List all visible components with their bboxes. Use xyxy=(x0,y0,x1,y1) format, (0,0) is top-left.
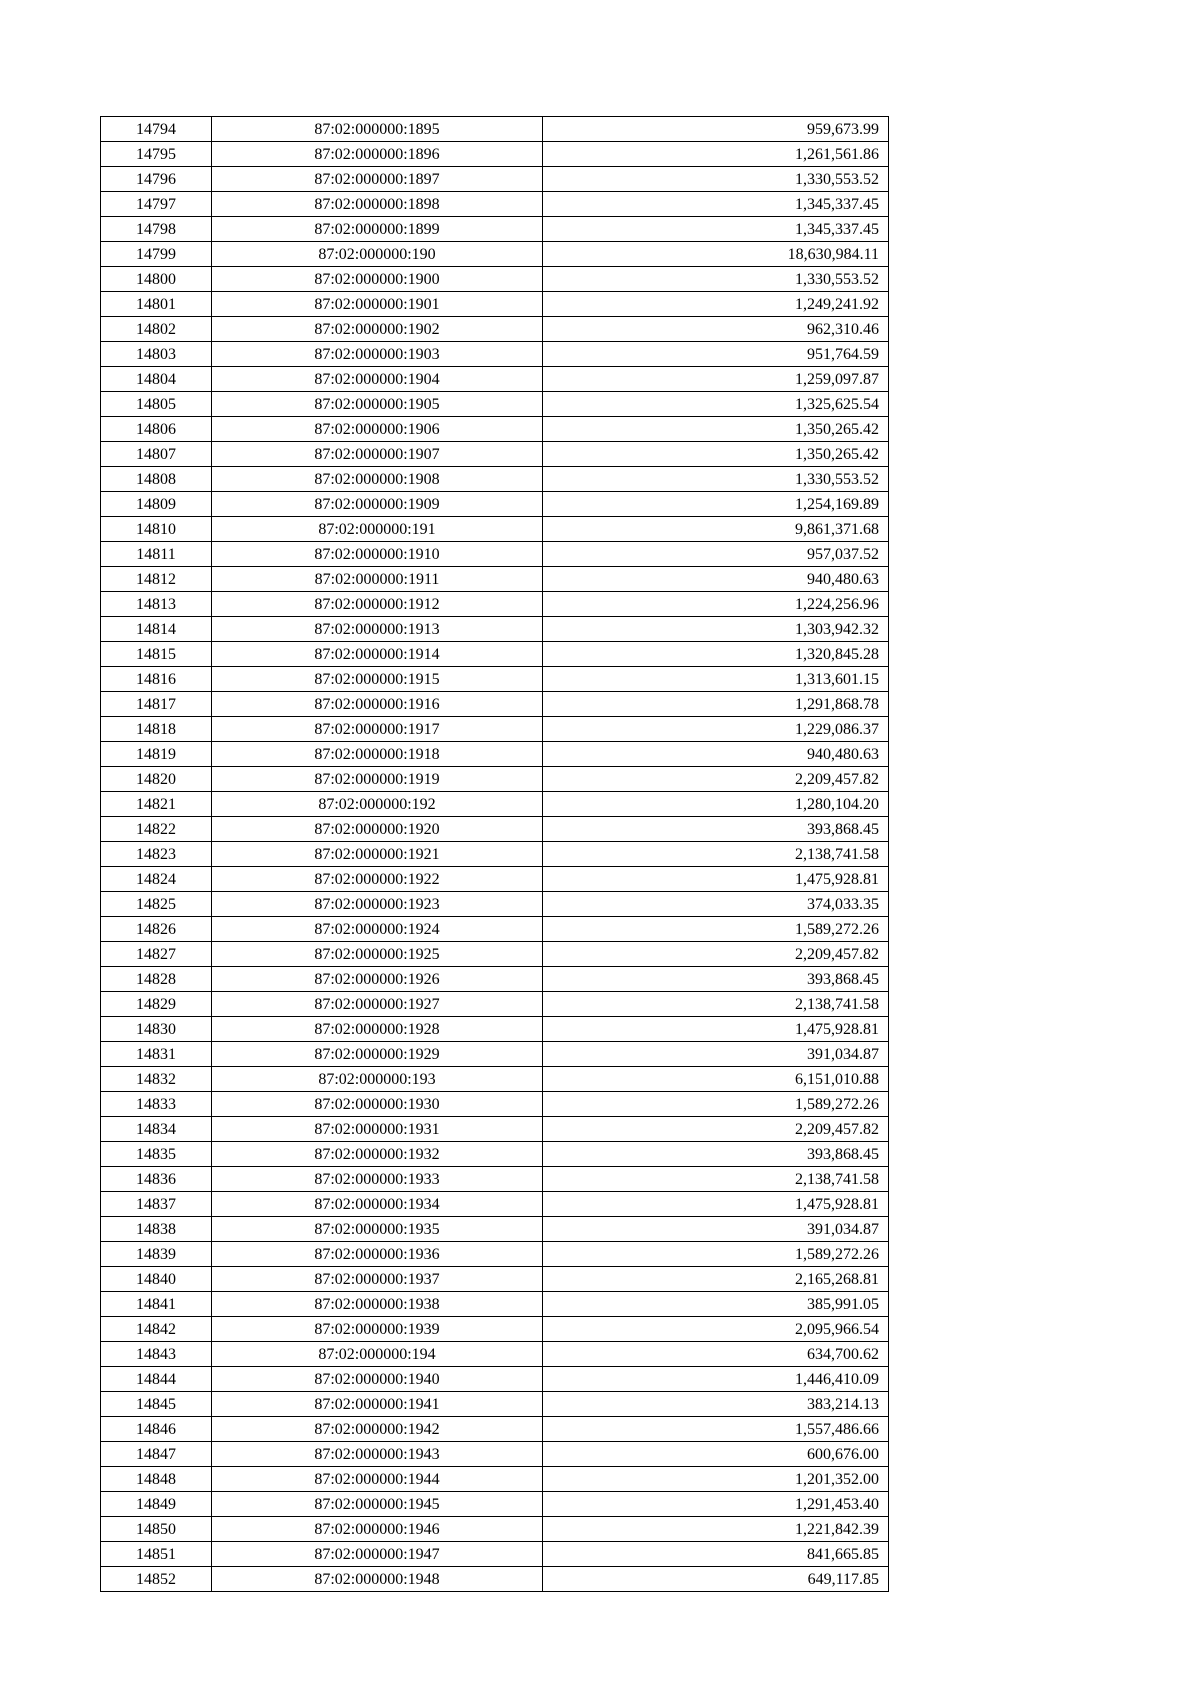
cadastral-value-cell: 1,249,241.92 xyxy=(543,292,889,317)
cadastral-number-cell: 87:02:000000:1931 xyxy=(212,1117,543,1142)
row-number-cell: 14844 xyxy=(101,1367,212,1392)
table-row xyxy=(101,1417,889,1442)
row-number-cell: 14843 xyxy=(101,1342,212,1367)
cadastral-value-cell: 1,350,265.42 xyxy=(543,442,889,467)
cadastral-value-cell: 940,480.63 xyxy=(543,567,889,592)
row-number-cell: 14806 xyxy=(101,417,212,442)
cadastral-value-cell: 940,480.63 xyxy=(543,742,889,767)
cadastral-number-cell: 87:02:000000:1909 xyxy=(212,492,543,517)
table-row xyxy=(101,1042,889,1067)
table-row xyxy=(101,1367,889,1392)
cadastral-value-cell: 18,630,984.11 xyxy=(543,242,889,267)
cadastral-value-cell: 1,589,272.26 xyxy=(543,917,889,942)
table-row xyxy=(101,1442,889,1467)
cadastral-number-cell: 87:02:000000:192 xyxy=(212,792,543,817)
row-number-cell: 14819 xyxy=(101,742,212,767)
cadastral-number-cell: 87:02:000000:1925 xyxy=(212,942,543,967)
cadastral-number-cell: 87:02:000000:1903 xyxy=(212,342,543,367)
row-number-cell: 14799 xyxy=(101,242,212,267)
row-number-cell: 14828 xyxy=(101,967,212,992)
table-row xyxy=(101,1467,889,1492)
cadastral-number-cell: 87:02:000000:1930 xyxy=(212,1092,543,1117)
cadastral-number-cell: 87:02:000000:1946 xyxy=(212,1517,543,1542)
table-row xyxy=(101,542,889,567)
cadastral-value-cell: 1,330,553.52 xyxy=(543,467,889,492)
row-number-cell: 14823 xyxy=(101,842,212,867)
cadastral-number-cell: 87:02:000000:194 xyxy=(212,1342,543,1367)
row-number-cell: 14846 xyxy=(101,1417,212,1442)
table-row xyxy=(101,742,889,767)
cadastral-value-cell: 1,221,842.39 xyxy=(543,1517,889,1542)
cadastral-number-cell: 87:02:000000:1902 xyxy=(212,317,543,342)
cadastral-value-cell: 959,673.99 xyxy=(543,117,889,142)
cadastral-number-cell: 87:02:000000:1924 xyxy=(212,917,543,942)
table-row xyxy=(101,192,889,217)
row-number-cell: 14829 xyxy=(101,992,212,1017)
table-row xyxy=(101,1317,889,1342)
table-row xyxy=(101,642,889,667)
cadastral-value-cell: 2,138,741.58 xyxy=(543,1167,889,1192)
cadastral-value-cell: 2,209,457.82 xyxy=(543,767,889,792)
cadastral-value-cell: 9,861,371.68 xyxy=(543,517,889,542)
cadastral-number-cell: 87:02:000000:1926 xyxy=(212,967,543,992)
table-row xyxy=(101,692,889,717)
table-row xyxy=(101,817,889,842)
table-row xyxy=(101,1192,889,1217)
cadastral-number-cell: 87:02:000000:1921 xyxy=(212,842,543,867)
cadastral-value-cell: 1,446,410.09 xyxy=(543,1367,889,1392)
table-row xyxy=(101,892,889,917)
cadastral-value-cell: 962,310.46 xyxy=(543,317,889,342)
row-number-cell: 14817 xyxy=(101,692,212,717)
row-number-cell: 14795 xyxy=(101,142,212,167)
cadastral-number-cell: 87:02:000000:1917 xyxy=(212,717,543,742)
table-row xyxy=(101,867,889,892)
cadastral-number-cell: 87:02:000000:1905 xyxy=(212,392,543,417)
row-number-cell: 14832 xyxy=(101,1067,212,1092)
table-row xyxy=(101,1017,889,1042)
cadastral-value-cell: 957,037.52 xyxy=(543,542,889,567)
cadastral-number-cell: 87:02:000000:1915 xyxy=(212,667,543,692)
cadastral-value-cell: 1,201,352.00 xyxy=(543,1467,889,1492)
cadastral-value-cell: 1,330,553.52 xyxy=(543,267,889,292)
row-number-cell: 14796 xyxy=(101,167,212,192)
row-number-cell: 14822 xyxy=(101,817,212,842)
cadastral-number-cell: 87:02:000000:1896 xyxy=(212,142,543,167)
table-row xyxy=(101,717,889,742)
table-body xyxy=(101,117,889,1592)
cadastral-value-cell: 1,557,486.66 xyxy=(543,1417,889,1442)
row-number-cell: 14808 xyxy=(101,467,212,492)
row-number-cell: 14811 xyxy=(101,542,212,567)
cadastral-value-cell: 649,117.85 xyxy=(543,1567,889,1592)
row-number-cell: 14804 xyxy=(101,367,212,392)
cadastral-number-cell: 87:02:000000:1947 xyxy=(212,1542,543,1567)
table-row xyxy=(101,367,889,392)
row-number-cell: 14841 xyxy=(101,1292,212,1317)
row-number-cell: 14798 xyxy=(101,217,212,242)
row-number-cell: 14847 xyxy=(101,1442,212,1467)
cadastral-value-cell: 841,665.85 xyxy=(543,1542,889,1567)
cadastral-number-cell: 87:02:000000:1922 xyxy=(212,867,543,892)
cadastral-value-cell: 383,214.13 xyxy=(543,1392,889,1417)
row-number-cell: 14809 xyxy=(101,492,212,517)
table-row xyxy=(101,117,889,142)
table-row xyxy=(101,667,889,692)
cadastral-number-cell: 87:02:000000:1932 xyxy=(212,1142,543,1167)
row-number-cell: 14803 xyxy=(101,342,212,367)
cadastral-number-cell: 87:02:000000:1914 xyxy=(212,642,543,667)
table-row xyxy=(101,592,889,617)
cadastral-value-cell: 393,868.45 xyxy=(543,967,889,992)
table-row xyxy=(101,217,889,242)
cadastral-value-cell: 393,868.45 xyxy=(543,1142,889,1167)
cadastral-value-cell: 391,034.87 xyxy=(543,1042,889,1067)
cadastral-number-cell: 87:02:000000:1919 xyxy=(212,767,543,792)
cadastral-value-cell: 1,280,104.20 xyxy=(543,792,889,817)
row-number-cell: 14818 xyxy=(101,717,212,742)
row-number-cell: 14835 xyxy=(101,1142,212,1167)
row-number-cell: 14834 xyxy=(101,1117,212,1142)
cadastral-value-cell: 2,095,966.54 xyxy=(543,1317,889,1342)
cadastral-value-cell: 1,259,097.87 xyxy=(543,367,889,392)
cadastral-value-cell: 634,700.62 xyxy=(543,1342,889,1367)
cadastral-value-cell: 374,033.35 xyxy=(543,892,889,917)
cadastral-value-cell: 951,764.59 xyxy=(543,342,889,367)
table-row xyxy=(101,167,889,192)
cadastral-value-cell: 1,254,169.89 xyxy=(543,492,889,517)
table-row xyxy=(101,1142,889,1167)
table-row xyxy=(101,317,889,342)
row-number-cell: 14815 xyxy=(101,642,212,667)
cadastral-number-cell: 87:02:000000:1898 xyxy=(212,192,543,217)
cadastral-number-cell: 87:02:000000:1936 xyxy=(212,1242,543,1267)
row-number-cell: 14800 xyxy=(101,267,212,292)
cadastral-value-cell: 1,475,928.81 xyxy=(543,1017,889,1042)
row-number-cell: 14794 xyxy=(101,117,212,142)
table-row xyxy=(101,942,889,967)
table-row xyxy=(101,917,889,942)
row-number-cell: 14836 xyxy=(101,1167,212,1192)
cadastral-value-cell: 1,345,337.45 xyxy=(543,217,889,242)
row-number-cell: 14813 xyxy=(101,592,212,617)
cadastral-value-cell: 393,868.45 xyxy=(543,817,889,842)
cadastral-number-cell: 87:02:000000:1928 xyxy=(212,1017,543,1042)
row-number-cell: 14840 xyxy=(101,1267,212,1292)
cadastral-number-cell: 87:02:000000:1941 xyxy=(212,1392,543,1417)
row-number-cell: 14831 xyxy=(101,1042,212,1067)
cadastral-number-cell: 87:02:000000:1923 xyxy=(212,892,543,917)
cadastral-value-cell: 1,320,845.28 xyxy=(543,642,889,667)
row-number-cell: 14826 xyxy=(101,917,212,942)
cadastral-value-cell: 1,345,337.45 xyxy=(543,192,889,217)
cadastral-number-cell: 87:02:000000:1895 xyxy=(212,117,543,142)
cadastral-value-cell: 1,589,272.26 xyxy=(543,1092,889,1117)
cadastral-value-cell: 1,261,561.86 xyxy=(543,142,889,167)
cadastral-number-cell: 87:02:000000:1920 xyxy=(212,817,543,842)
cadastral-value-cell: 6,151,010.88 xyxy=(543,1067,889,1092)
cadastral-number-cell: 87:02:000000:1939 xyxy=(212,1317,543,1342)
cadastral-number-cell: 87:02:000000:1938 xyxy=(212,1292,543,1317)
cadastral-number-cell: 87:02:000000:1904 xyxy=(212,367,543,392)
cadastral-number-cell: 87:02:000000:1943 xyxy=(212,1442,543,1467)
cadastral-value-cell: 1,475,928.81 xyxy=(543,1192,889,1217)
cadastral-number-cell: 87:02:000000:1900 xyxy=(212,267,543,292)
cadastral-number-cell: 87:02:000000:193 xyxy=(212,1067,543,1092)
cadastral-number-cell: 87:02:000000:1927 xyxy=(212,992,543,1017)
row-number-cell: 14814 xyxy=(101,617,212,642)
table-row xyxy=(101,342,889,367)
cadastral-value-cell: 1,589,272.26 xyxy=(543,1242,889,1267)
cadastral-value-cell: 391,034.87 xyxy=(543,1217,889,1242)
table-row xyxy=(101,767,889,792)
cadastral-number-cell: 87:02:000000:1899 xyxy=(212,217,543,242)
cadastral-value-cell: 2,165,268.81 xyxy=(543,1267,889,1292)
table-row xyxy=(101,417,889,442)
table-row xyxy=(101,1217,889,1242)
cadastral-number-cell: 87:02:000000:190 xyxy=(212,242,543,267)
row-number-cell: 14802 xyxy=(101,317,212,342)
cadastral-number-cell: 87:02:000000:1942 xyxy=(212,1417,543,1442)
cadastral-value-cell: 385,991.05 xyxy=(543,1292,889,1317)
cadastral-number-cell: 87:02:000000:1901 xyxy=(212,292,543,317)
row-number-cell: 14838 xyxy=(101,1217,212,1242)
cadastral-number-cell: 87:02:000000:1945 xyxy=(212,1492,543,1517)
table-row xyxy=(101,292,889,317)
row-number-cell: 14849 xyxy=(101,1492,212,1517)
cadastral-value-cell: 2,138,741.58 xyxy=(543,992,889,1017)
cadastral-value-cell: 1,303,942.32 xyxy=(543,617,889,642)
table-row xyxy=(101,1517,889,1542)
row-number-cell: 14851 xyxy=(101,1542,212,1567)
table-row xyxy=(101,1392,889,1417)
table-row xyxy=(101,1067,889,1092)
cadastral-number-cell: 87:02:000000:1934 xyxy=(212,1192,543,1217)
table-row xyxy=(101,467,889,492)
cadastral-number-cell: 87:02:000000:1911 xyxy=(212,567,543,592)
cadastral-value-cell: 600,676.00 xyxy=(543,1442,889,1467)
table-row xyxy=(101,1292,889,1317)
table-row xyxy=(101,1342,889,1367)
cadastral-value-cell: 1,224,256.96 xyxy=(543,592,889,617)
table-row xyxy=(101,1267,889,1292)
table-row xyxy=(101,1117,889,1142)
table-row xyxy=(101,617,889,642)
table-row xyxy=(101,442,889,467)
row-number-cell: 14820 xyxy=(101,767,212,792)
table-row xyxy=(101,1567,889,1592)
table-row xyxy=(101,1542,889,1567)
row-number-cell: 14852 xyxy=(101,1567,212,1592)
row-number-cell: 14825 xyxy=(101,892,212,917)
row-number-cell: 14833 xyxy=(101,1092,212,1117)
cadastral-number-cell: 87:02:000000:1907 xyxy=(212,442,543,467)
table-row xyxy=(101,392,889,417)
table-row xyxy=(101,242,889,267)
cadastral-number-cell: 87:02:000000:1910 xyxy=(212,542,543,567)
cadastral-number-cell: 87:02:000000:1933 xyxy=(212,1167,543,1192)
row-number-cell: 14837 xyxy=(101,1192,212,1217)
row-number-cell: 14824 xyxy=(101,867,212,892)
row-number-cell: 14816 xyxy=(101,667,212,692)
row-number-cell: 14810 xyxy=(101,517,212,542)
table-row xyxy=(101,992,889,1017)
cadastral-value-cell: 2,138,741.58 xyxy=(543,842,889,867)
row-number-cell: 14821 xyxy=(101,792,212,817)
cadastral-number-cell: 87:02:000000:1935 xyxy=(212,1217,543,1242)
cadastral-value-cell: 1,325,625.54 xyxy=(543,392,889,417)
table-row xyxy=(101,492,889,517)
cadastral-number-cell: 87:02:000000:1929 xyxy=(212,1042,543,1067)
table-row xyxy=(101,792,889,817)
row-number-cell: 14850 xyxy=(101,1517,212,1542)
cadastral-value-cell: 1,330,553.52 xyxy=(543,167,889,192)
cadastral-number-cell: 87:02:000000:1948 xyxy=(212,1567,543,1592)
table-row xyxy=(101,1092,889,1117)
cadastral-value-cell: 1,229,086.37 xyxy=(543,717,889,742)
cadastral-number-cell: 87:02:000000:1912 xyxy=(212,592,543,617)
cadastral-value-table xyxy=(100,116,889,1592)
row-number-cell: 14797 xyxy=(101,192,212,217)
table-row xyxy=(101,142,889,167)
cadastral-number-cell: 87:02:000000:1944 xyxy=(212,1467,543,1492)
table-row xyxy=(101,1167,889,1192)
cadastral-number-cell: 87:02:000000:1916 xyxy=(212,692,543,717)
cadastral-number-cell: 87:02:000000:1906 xyxy=(212,417,543,442)
cadastral-number-cell: 87:02:000000:1913 xyxy=(212,617,543,642)
cadastral-value-cell: 1,475,928.81 xyxy=(543,867,889,892)
cadastral-value-cell: 1,291,868.78 xyxy=(543,692,889,717)
cadastral-number-cell: 87:02:000000:191 xyxy=(212,517,543,542)
cadastral-value-cell: 1,313,601.15 xyxy=(543,667,889,692)
cadastral-number-cell: 87:02:000000:1908 xyxy=(212,467,543,492)
cadastral-value-cell: 2,209,457.82 xyxy=(543,1117,889,1142)
row-number-cell: 14845 xyxy=(101,1392,212,1417)
cadastral-number-cell: 87:02:000000:1897 xyxy=(212,167,543,192)
table-row xyxy=(101,842,889,867)
cadastral-number-cell: 87:02:000000:1937 xyxy=(212,1267,543,1292)
table-row xyxy=(101,517,889,542)
row-number-cell: 14842 xyxy=(101,1317,212,1342)
cadastral-value-cell: 2,209,457.82 xyxy=(543,942,889,967)
row-number-cell: 14801 xyxy=(101,292,212,317)
row-number-cell: 14807 xyxy=(101,442,212,467)
row-number-cell: 14805 xyxy=(101,392,212,417)
row-number-cell: 14830 xyxy=(101,1017,212,1042)
table-row xyxy=(101,967,889,992)
table-row xyxy=(101,567,889,592)
cadastral-value-cell: 1,350,265.42 xyxy=(543,417,889,442)
cadastral-number-cell: 87:02:000000:1918 xyxy=(212,742,543,767)
row-number-cell: 14812 xyxy=(101,567,212,592)
table-row xyxy=(101,1492,889,1517)
table-row xyxy=(101,267,889,292)
row-number-cell: 14827 xyxy=(101,942,212,967)
row-number-cell: 14848 xyxy=(101,1467,212,1492)
cadastral-number-cell: 87:02:000000:1940 xyxy=(212,1367,543,1392)
cadastral-value-cell: 1,291,453.40 xyxy=(543,1492,889,1517)
table-row xyxy=(101,1242,889,1267)
row-number-cell: 14839 xyxy=(101,1242,212,1267)
